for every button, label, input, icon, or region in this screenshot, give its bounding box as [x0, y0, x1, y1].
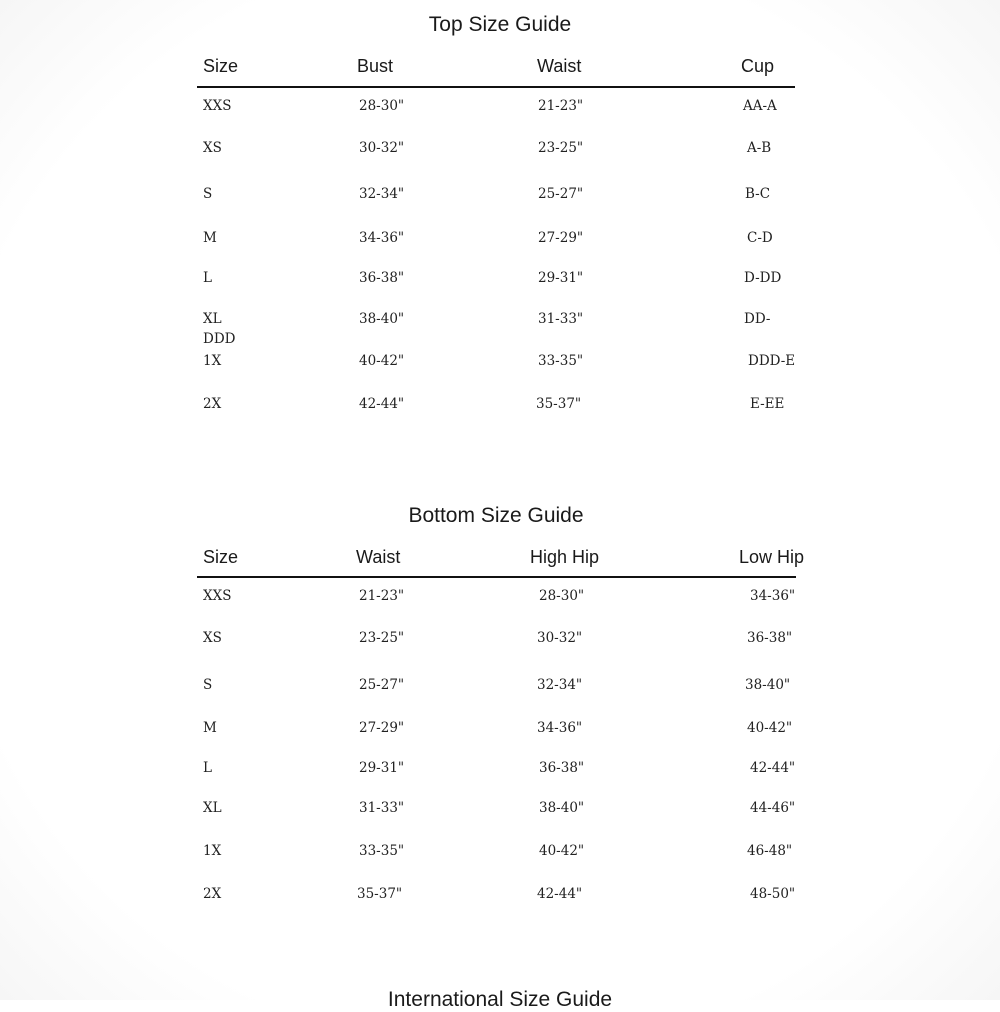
bottom-cell-size: 2X — [203, 886, 222, 902]
top-header-rule — [197, 86, 795, 88]
bottom-cell-size: M — [203, 720, 217, 736]
top-cell-waist: 25-27" — [538, 186, 584, 202]
bottom-cell-low-hip: 42-44" — [750, 760, 796, 776]
bottom-cell-high-hip: 32-34" — [537, 677, 583, 693]
bottom-cell-waist: 29-31" — [359, 760, 405, 776]
bottom-cell-size: XS — [203, 630, 222, 646]
top-cell-size: XS — [203, 140, 222, 156]
top-cell-waist: 31-33" — [538, 311, 584, 327]
bottom-header-low-hip: Low Hip — [739, 547, 805, 567]
top-cell-bust: 34-36" — [359, 230, 405, 246]
top-cell-size: 2X — [203, 396, 222, 412]
top-cell-bust: 30-32" — [359, 140, 405, 156]
bottom-cell-waist: 33-35" — [359, 843, 405, 859]
bottom-cell-high-hip: 28-30" — [539, 588, 585, 604]
bottom-cell-size: 1X — [203, 843, 222, 859]
bottom-cell-waist: 25-27" — [359, 677, 405, 693]
top-cell-cup: E-EE — [750, 396, 785, 412]
top-cell-bust: 28-30" — [359, 98, 405, 114]
top-cell-bust: 40-42" — [359, 353, 405, 369]
bottom-cell-size: L — [203, 760, 212, 776]
bottom-cell-low-hip: 44-46" — [750, 800, 796, 816]
top-cell-waist: 23-25" — [538, 140, 584, 156]
bottom-header-rule — [197, 576, 796, 578]
bottom-cell-low-hip: 46-48" — [747, 843, 793, 859]
bottom-cell-size: XL — [203, 800, 222, 816]
bottom-cell-high-hip: 40-42" — [539, 843, 585, 859]
bottom-cell-waist: 35-37" — [357, 886, 403, 902]
bottom-cell-high-hip: 42-44" — [537, 886, 583, 902]
top-cell-cup: D-DD — [744, 270, 782, 286]
top-cell-cup: A-B — [747, 140, 772, 156]
international-size-guide-title: International Size Guide — [387, 988, 613, 1011]
bottom-cell-high-hip: 38-40" — [539, 800, 585, 816]
bottom-size-guide-title: Bottom Size Guide — [408, 504, 584, 527]
bottom-cell-low-hip: 38-40" — [745, 677, 791, 693]
top-cell-waist: 27-29" — [538, 230, 584, 246]
top-header-waist: Waist — [537, 56, 582, 76]
top-cell-bust: 32-34" — [359, 186, 405, 202]
top-cell-size: 1X — [203, 353, 222, 369]
bottom-cell-size: S — [203, 677, 213, 693]
bottom-cell-waist: 31-33" — [359, 800, 405, 816]
top-cell-bust: 36-38" — [359, 270, 405, 286]
top-cell-size: XXS — [203, 98, 232, 114]
bottom-cell-low-hip: 48-50" — [750, 886, 796, 902]
bottom-header-size: Size — [203, 547, 239, 567]
top-cell-size: XL — [203, 311, 222, 327]
top-cell-waist: 21-23" — [538, 98, 584, 114]
top-header-cup: Cup — [741, 56, 775, 76]
bottom-cell-high-hip: 30-32" — [537, 630, 583, 646]
top-cell-size: S — [203, 186, 213, 202]
top-cell-size: L — [203, 270, 212, 286]
top-header-bust: Bust — [357, 56, 394, 76]
top-cell-size: M — [203, 230, 217, 246]
bottom-cell-waist: 21-23" — [359, 588, 405, 604]
top-cell-cup: C-D — [747, 230, 773, 246]
bottom-cell-waist: 23-25" — [359, 630, 405, 646]
bottom-cell-size: XXS — [203, 588, 232, 604]
top-size-guide-title: Top Size Guide — [428, 13, 572, 36]
top-cell-bust: 38-40" — [359, 311, 405, 327]
top-cell-waist: 29-31" — [538, 270, 584, 286]
top-cell-cup: AA-A — [743, 98, 777, 114]
top-cell-cup: DD- — [744, 311, 771, 327]
top-header-size: Size — [203, 56, 239, 76]
top-cell-waist: 33-35" — [538, 353, 584, 369]
bottom-cell-low-hip: 34-36" — [750, 588, 796, 604]
top-cell-cup: DDD-E — [748, 353, 796, 369]
bottom-cell-low-hip: 40-42" — [747, 720, 793, 736]
bottom-cell-low-hip: 36-38" — [747, 630, 793, 646]
bottom-cell-high-hip: 34-36" — [537, 720, 583, 736]
bottom-cell-high-hip: 36-38" — [539, 760, 585, 776]
bottom-header-high-hip: High Hip — [530, 547, 600, 567]
top-cell-cup: B-C — [745, 186, 771, 202]
top-cell-size: DDD — [203, 331, 236, 347]
bottom-header-waist: Waist — [356, 547, 401, 567]
bottom-cell-waist: 27-29" — [359, 720, 405, 736]
top-cell-waist: 35-37" — [536, 396, 582, 412]
top-cell-bust: 42-44" — [359, 396, 405, 412]
